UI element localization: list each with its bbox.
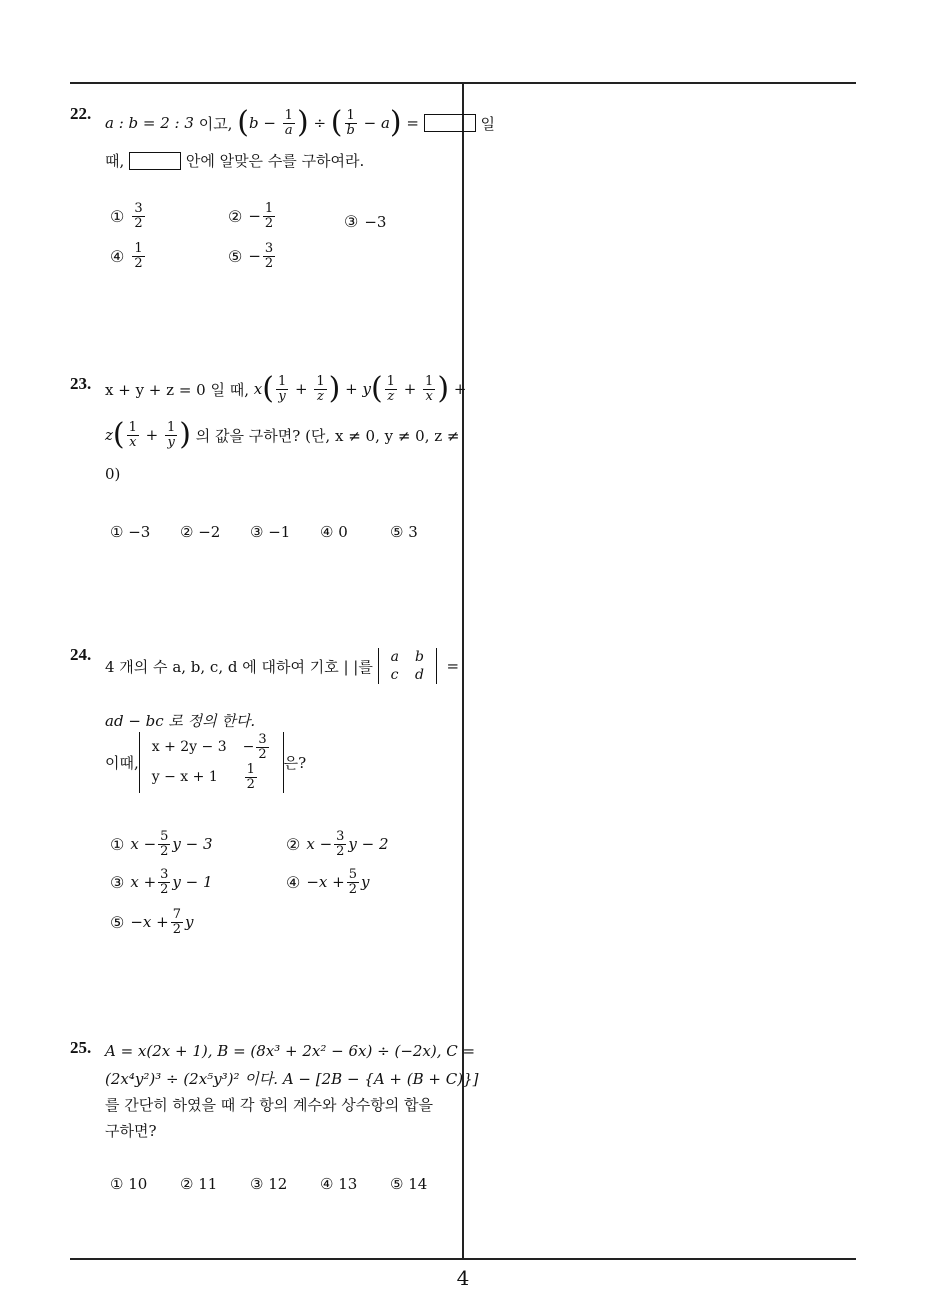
question-25-line1: A = x(2x + 1), B = (8x³ + 2x² − 6x) ÷ (−2x), C = — [105, 1042, 476, 1060]
q23-text2: 의 값을 구하면? (단, x ≠ 0, y ≠ 0, z ≠ — [195, 426, 460, 445]
answer-box — [129, 152, 181, 170]
q22-choice-2[interactable]: ② − $\frac{1}{2}$ — [228, 201, 274, 231]
q24-choice-1[interactable]: ① x − $\frac{5}{2}$ y − 3 — [110, 829, 213, 859]
q23-text1: x + y + z = 0 일 때, — [105, 380, 249, 399]
question-23-line2: z ( $\frac{1}{x}$ + $\frac{1}{y}$ ) 의 값을 구하면? (단, x ≠ 0, y ≠ 0, z ≠ — [105, 417, 460, 452]
q22-choice-4[interactable]: ④ $\frac{1}{2}$ — [110, 241, 143, 271]
q22-choice-5[interactable]: ⑤ − $\frac{3}{2}$ — [228, 241, 274, 271]
question-25-number: 25. — [70, 1038, 92, 1057]
question-24-line2: ad − bc 로 정의 한다. — [105, 712, 256, 730]
question-24-line1: 4 개의 수 a, b, c, d 에 대하여 기호 | |를 a b c d = — [105, 649, 460, 683]
q25-choice-2[interactable]: ② 11 — [180, 1175, 218, 1193]
question-23-line1: x + y + z = 0 일 때, x ( $\frac{1}{y}$ + $\frac{1}{z}$ ) + y ( $\frac{1}{z}$ + $\frac{1}{x}$ ) + — [105, 371, 467, 406]
determinant-definition: a b c d — [378, 648, 437, 684]
question-23-number: 23. — [70, 374, 92, 393]
question-22-number: 22. — [70, 104, 92, 123]
q22-text2: 일 — [480, 114, 495, 133]
bottom-rule — [70, 1258, 856, 1260]
q24-choice-3[interactable]: ③ x + $\frac{3}{2}$ y − 1 — [110, 867, 213, 897]
q22-text3: 때, — [105, 152, 125, 170]
answer-box — [424, 114, 476, 132]
q22-ratio: a : b = 2 : 3 — [105, 114, 194, 132]
q24-choice-5[interactable]: ⑤ −x + $\frac{7}{2}$ y — [110, 907, 194, 937]
q24-choice-4[interactable]: ④ −x + $\frac{5}{2}$ y — [286, 867, 370, 897]
q25-choice-3[interactable]: ③ 12 — [250, 1175, 288, 1193]
q24-text3: 이때, — [105, 753, 139, 772]
q25-choice-5[interactable]: ⑤ 14 — [390, 1175, 428, 1193]
q24-text4: 은? — [283, 753, 307, 772]
q23-choice-5[interactable]: ⑤ 3 — [390, 523, 418, 541]
q23-choice-4[interactable]: ④ 0 — [320, 523, 348, 541]
q22-text4: 안에 알맞은 수를 구하여라. — [185, 152, 365, 170]
q24-choice-2[interactable]: ② x − $\frac{3}{2}$ y − 2 — [286, 829, 389, 859]
question-22-line1: a : b = 2 : 3 이고, ( b − $\frac{1}{a}$ ) ÷ ( $\frac{1}{b}$ − a ) = 일 — [105, 105, 495, 140]
q22-text1: 이고, — [198, 114, 233, 133]
question-22-line2 — [105, 150, 364, 171]
question-23-line3: 0) — [105, 465, 121, 483]
q23-choice-1[interactable]: ① −3 — [110, 523, 151, 541]
q24-text1: 4 개의 수 a, b, c, d 에 대하여 기호 | |를 — [105, 657, 373, 676]
q23-choice-2[interactable]: ② −2 — [180, 523, 221, 541]
question-25-line4: 구하면? — [105, 1122, 157, 1140]
q25-choice-4[interactable]: ④ 13 — [320, 1175, 358, 1193]
question-24-line3 — [105, 732, 306, 793]
q25-choice-1[interactable]: ① 10 — [110, 1175, 148, 1193]
q22-choice-3[interactable]: ③ −3 — [344, 212, 387, 231]
question-25-line3: 를 간단히 하였을 때 각 항의 계수와 상수항의 합을 — [105, 1096, 433, 1114]
page-number: 4 — [456, 1266, 470, 1290]
q22-choice-1[interactable]: ① $\frac{3}{2}$ — [110, 201, 143, 231]
question-24-number: 24. — [70, 645, 92, 664]
question-25-line2: (2x⁴y²)³ ÷ (2x⁵y³)² 이다. A − [2B − {A + (B + C)}] — [105, 1070, 479, 1088]
q23-choice-3[interactable]: ③ −1 — [250, 523, 291, 541]
determinant-expression: x + 2y − 3 − $\frac{3}{2}$ y − x + 1 $\frac{1}{2}$ — [139, 732, 284, 793]
